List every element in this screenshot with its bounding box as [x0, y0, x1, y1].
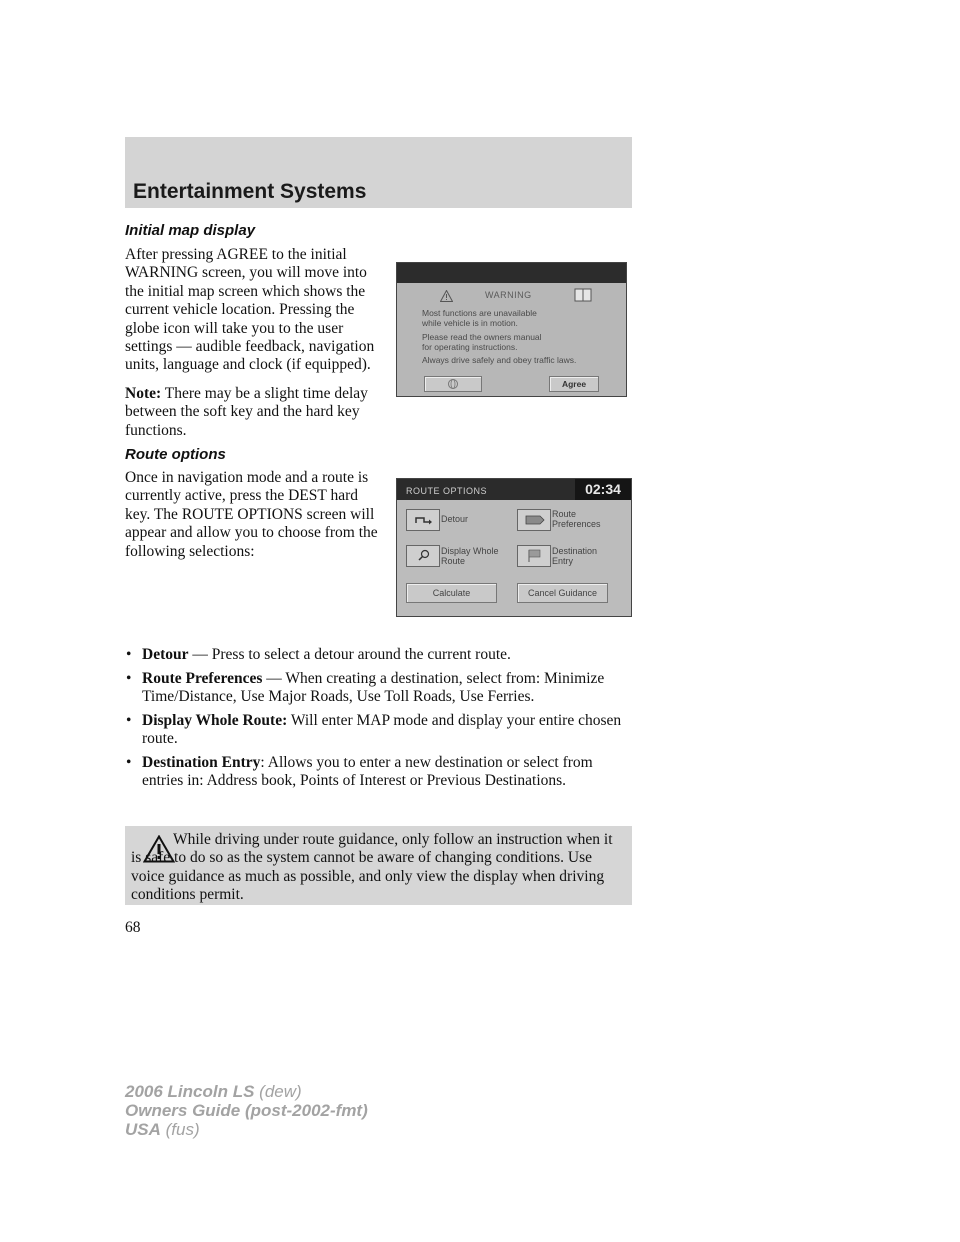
display-whole-route-label-1: Display Whole [441, 546, 499, 556]
route-screen-title-bar [397, 479, 575, 500]
destination-entry-label-2: Entry [552, 556, 574, 566]
bullet-term: Destination Entry [142, 753, 261, 771]
warning-screen-image [396, 262, 627, 397]
route-preferences-label-2: Preferences [552, 519, 601, 529]
bullet-text: Will enter MAP mode and display your entire chosen route. [142, 711, 622, 747]
bullet-term: Detour [142, 646, 189, 663]
bullet-text: : Allows you to enter a new destination or select from entries in: Address book, Points of Interest or Previous Destinations. [142, 753, 593, 789]
warning-screen-title: WARNING [485, 290, 532, 300]
warning-line-3: Please read the owners manual [422, 332, 542, 342]
note-label: Note: [125, 385, 162, 402]
footer-guide: Owners Guide (post-2002-fmt) [125, 1101, 368, 1120]
route-preferences-button[interactable] [517, 509, 551, 531]
footer-model: 2006 Lincoln LS [125, 1082, 255, 1101]
warning-line-4: for operating instructions. [422, 342, 518, 352]
section-title: Entertainment Systems [133, 180, 367, 203]
route-preferences-label-1: Route [552, 509, 577, 519]
agree-button[interactable]: Agree [549, 376, 599, 392]
footer-region: USA [125, 1120, 161, 1139]
book-icon [574, 288, 592, 302]
note-text: There may be a slight time delay between the soft key and the hard key functions. [125, 385, 368, 439]
caution-text: While driving under route guidance, only follow an instruction when it is safe to do so as the system cannot be aware of changing conditions. Use voice guidance as much as possible, and only view the display when driving conditions permit. [131, 831, 613, 904]
section-header [125, 137, 632, 208]
cancel-guidance-button[interactable]: Cancel Guidance [517, 583, 608, 603]
options-bullet-list [125, 646, 635, 796]
calculate-button[interactable]: Calculate [406, 583, 497, 603]
route-options-screen-image [396, 478, 632, 617]
footer-model-code: (dew) [254, 1082, 302, 1101]
list-item: • Display Whole Route: Will enter MAP mode and display your entire chosen route. [126, 711, 622, 747]
screen-top-bar [397, 263, 626, 283]
warning-line-1: Most functions are unavailable [422, 308, 537, 318]
footer-region-code: (fus) [160, 1120, 200, 1139]
warning-line-2: while vehicle is in motion. [422, 318, 518, 328]
globe-button[interactable] [424, 376, 482, 392]
document-footer [125, 1082, 368, 1139]
display-whole-route-button[interactable] [406, 545, 440, 567]
display-whole-route-label-2: Route [441, 556, 466, 566]
note-paragraph [125, 385, 383, 440]
bullet-text: — When creating a destination, select from: Minimize Time/Distance, Use Major Roads, Use Toll Roads, Use Ferries. [142, 669, 605, 705]
destination-entry-button[interactable] [517, 545, 551, 567]
bullet-text: — Press to select a detour around the current route. [188, 646, 511, 663]
list-item: • Detour — Press to select a detour around the current route. [126, 646, 511, 663]
heading-initial-map-display: Initial map display [125, 222, 256, 239]
list-item: • Destination Entry: Allows you to enter a new destination or select from entries in: Address book, Points of Interest or Previous Destinations. [126, 753, 593, 789]
magnifier-icon [407, 546, 439, 566]
bullet-term: Route Preferences [142, 669, 263, 687]
caution-box [125, 826, 632, 905]
detour-button[interactable] [406, 509, 440, 531]
detour-arrow-icon [407, 510, 439, 530]
flag-icon [518, 546, 550, 566]
destination-entry-label-1: Destination [552, 546, 598, 556]
route-preferences-icon [518, 510, 550, 530]
page-number: 68 [125, 919, 141, 936]
route-options-paragraph: Once in navigation mode and a route is currently active, press the DEST hard key. The ROUTE OPTIONS screen will appear and allow you to choose from the following selections: [125, 469, 378, 560]
globe-icon [447, 378, 459, 390]
route-screen-title: ROUTE OPTIONS [406, 486, 488, 496]
intro-paragraph: After pressing AGREE to the initial WARNING screen, you will move into the initial map screen which shows the current vehicle location. Pressing the globe icon will take you to the user settings — audible feedback, navigation units, language and clock (if equipped). [125, 246, 375, 374]
warning-triangle-icon [440, 290, 453, 302]
clock-display: 02:34 [575, 479, 631, 500]
list-item: • Route Preferences — When creating a destination, select from: Minimize Time/Distance, Use Major Roads, Use Toll Roads, Use Ferries. [126, 669, 605, 705]
heading-route-options: Route options [125, 446, 226, 463]
detour-label: Detour [441, 514, 469, 524]
warning-line-5: Always drive safely and obey traffic laws. [422, 355, 577, 365]
bullet-term: Display Whole Route: [142, 711, 288, 729]
